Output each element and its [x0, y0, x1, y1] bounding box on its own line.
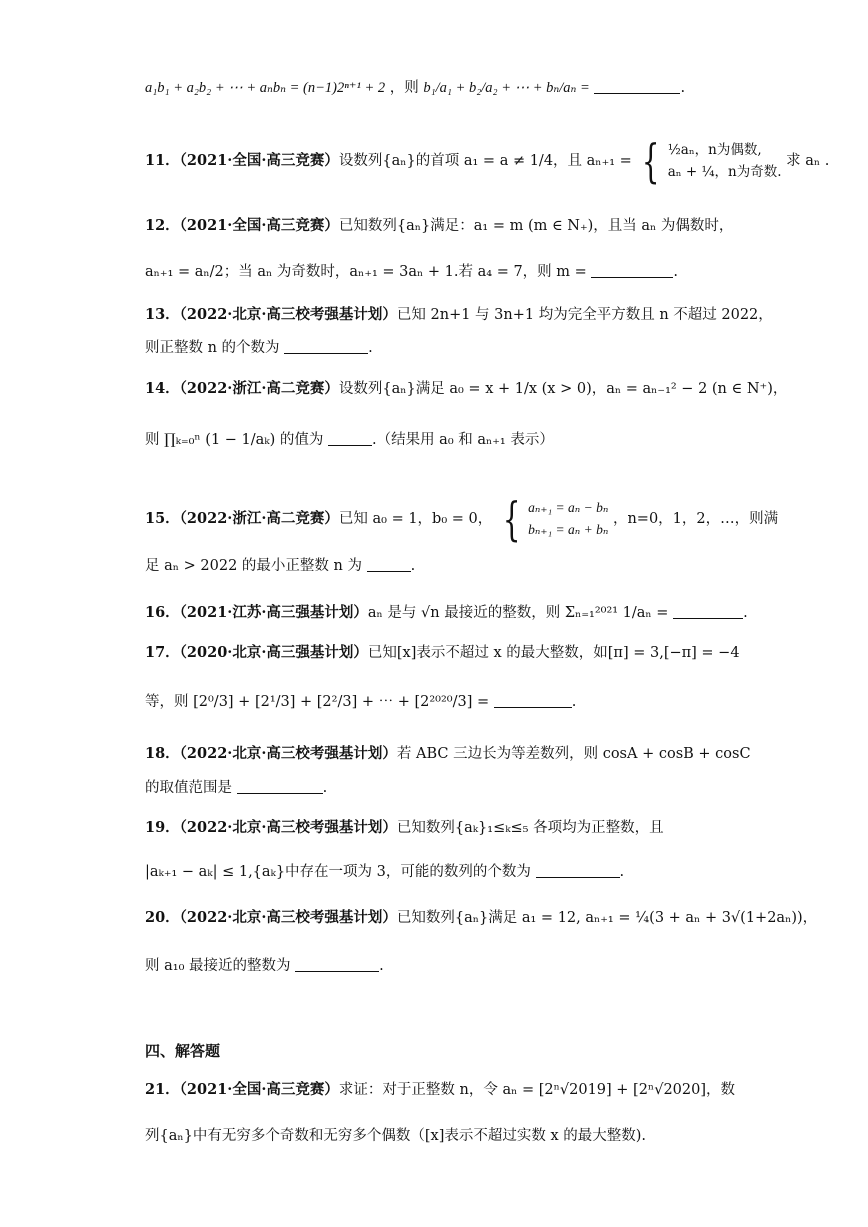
- q12-text1: 已知数列{aₙ}满足：a₁ = m (m ∈ N₊)，且当 aₙ 为偶数时，: [338, 218, 734, 234]
- question-19-line1: [145, 818, 728, 838]
- answer-blank[interactable]: [591, 263, 673, 278]
- answer-blank[interactable]: [536, 863, 620, 878]
- q17-text2: 等，则 [2⁰/3] + [2¹/3] + [2²/3] + ⋯ + [2²⁰²⁰/3] =: [145, 694, 490, 710]
- q15-row2: bₙ₊₁ = aₙ + bₙ: [528, 522, 609, 537]
- q20-source: 20．（2022·北京·高三校考强基计划）: [145, 909, 397, 926]
- question-17-line1: [145, 643, 740, 663]
- q20-text2: 则 a₁₀ 最接近的整数为: [145, 958, 291, 974]
- answer-blank[interactable]: [494, 693, 572, 708]
- q15-system: [497, 492, 609, 546]
- question-15-line2: [145, 556, 728, 576]
- q14-text2: 则 ∏ₖ₌₀ⁿ (1 − 1/aₖ) 的值为: [145, 432, 324, 448]
- answer-blank[interactable]: [673, 604, 743, 619]
- question-21-line2: [145, 1126, 728, 1146]
- q17-end: .: [571, 694, 577, 710]
- q11-case2: aₙ + ¼，n为奇数.: [667, 164, 782, 180]
- q18-text2: 的取值范围是: [145, 780, 232, 796]
- q15-text1: 已知 a₀ = 1，b₀ = 0，: [338, 511, 493, 527]
- q18-end: .: [322, 780, 328, 796]
- section-heading: 四、解答题: [145, 1042, 221, 1060]
- q12-text2: aₙ₊₁ = aₙ/2；当 aₙ 为奇数时，aₙ₊₁ = 3aₙ + 1.若 a₄ = 7，则 m =: [145, 264, 587, 280]
- q19-text2: |aₖ₊₁ − aₖ| ≤ 1,{aₖ}中存在一项为 3，可能的数列的个数为: [145, 864, 531, 880]
- q14-source: 14．（2022·浙江·高二竞赛）: [145, 380, 339, 397]
- q15-text3: 足 aₙ > 2022 的最小正整数 n 为: [145, 558, 362, 574]
- question-20-line2: [145, 956, 728, 976]
- question-18-line2: [145, 778, 728, 798]
- q13-text1: 已知 2n+1 与 3n+1 均为完全平方数且 n 不超过 2022，: [396, 307, 773, 323]
- question-19-line2: [145, 862, 728, 882]
- question-12-line2: [145, 262, 728, 282]
- q11-piecewise: [636, 134, 782, 188]
- q10-sep: ，则: [389, 80, 419, 96]
- answer-blank[interactable]: [594, 79, 680, 94]
- question-14-line1: [145, 379, 788, 399]
- q10-end: .: [680, 80, 686, 96]
- q12-source: 12．（2021·全国·高三竞赛）: [145, 217, 339, 234]
- q19-end: .: [619, 864, 625, 880]
- q14-text1: 设数列{aₙ}满足 a₀ = x + 1/x (x > 0)，aₙ = aₙ₋₁² − 2 (n ∈ N⁺)，: [338, 381, 788, 397]
- question-17-line2: [145, 692, 728, 712]
- q11-text2: 求 aₙ .: [786, 153, 830, 169]
- question-15-line1: [145, 492, 779, 546]
- question-18-line1: [145, 744, 751, 764]
- q15-end: .: [410, 558, 416, 574]
- answer-blank[interactable]: [328, 431, 372, 446]
- q16-end: .: [743, 605, 748, 621]
- answer-blank[interactable]: [284, 339, 368, 354]
- question-16: [145, 603, 748, 623]
- q15-row1: aₙ₊₁ = aₙ − bₙ: [528, 500, 609, 515]
- q13-end: .: [368, 340, 373, 356]
- q16-text1: aₙ 是与 √n 最接近的整数，则 Σₙ₌₁²⁰²¹ 1/aₙ =: [367, 605, 669, 621]
- question-14-line2: [145, 430, 728, 450]
- q19-source: 19．（2022·北京·高三校考强基计划）: [145, 819, 397, 836]
- question-20-line1: [145, 908, 818, 928]
- q13-text2: 则正整数 n 的个数为: [145, 340, 280, 356]
- q17-text1: 已知[x]表示不超过 x 的最大整数，如[π] = 3,[−π] = −4: [367, 645, 740, 661]
- question-12-line1: [145, 216, 734, 236]
- q12-end: .: [673, 264, 679, 280]
- q10-tail: [145, 78, 728, 98]
- q20-text1: 已知数列{aₙ}满足 a₁ = 12, aₙ₊₁ = ¼(3 + aₙ + 3√(1+2aₙ))，: [396, 910, 818, 926]
- q20-end: .: [379, 958, 384, 974]
- q19-text1: 已知数列{aₖ}₁≤ₖ≤₅ 各项均为正整数，且: [396, 820, 664, 836]
- q14-text3: .（结果用 a₀ 和 aₙ₊₁ 表示）: [371, 432, 554, 448]
- question-21-line1: [145, 1080, 736, 1100]
- q16-source: 16．（2021·江苏·高三强基计划）: [145, 604, 368, 621]
- answer-blank[interactable]: [295, 957, 379, 972]
- answer-blank[interactable]: [237, 779, 323, 794]
- q21-source: 21．（2021·全国·高三竞赛）: [145, 1081, 339, 1098]
- q11-case1: ½aₙ，n为偶数,: [667, 142, 762, 158]
- question-11: [145, 134, 830, 188]
- question-13-line1: [145, 305, 773, 325]
- q10-rhs: b₁/a₁ + b₂/a₂ + ⋯ + bₙ/aₙ =: [423, 80, 590, 96]
- q10-lhs: a₁b₁ + a₂b₂ + ⋯ + aₙbₙ = (n−1)2ⁿ⁺¹ + 2: [145, 80, 386, 96]
- q11-source: 11．（2021·全国·高三竞赛）: [145, 152, 339, 169]
- q15-text2: ，n=0，1，2，…，则满: [612, 511, 779, 527]
- q15-source: 15．（2022·浙江·高二竞赛）: [145, 510, 339, 527]
- q21-text1: 求证：对于正整数 n，令 aₙ = [2ⁿ√2019] + [2ⁿ√2020]，数: [338, 1082, 736, 1098]
- q18-source: 18．（2022·北京·高三校考强基计划）: [145, 745, 397, 762]
- left-brace-icon: {: [502, 492, 521, 546]
- q17-source: 17．（2020·北京·高三强基计划）: [145, 644, 368, 661]
- question-13-line2: [145, 338, 728, 358]
- q18-text1: 若 ABC 三边长为等差数列，则 cosA + cosB + cosC: [396, 746, 751, 762]
- answer-blank[interactable]: [367, 557, 411, 572]
- q13-source: 13．（2022·北京·高三校考强基计划）: [145, 306, 397, 323]
- q11-text1: 设数列{aₙ}的首项 a₁ = a ≠ 1/4，且 aₙ₊₁ =: [338, 153, 632, 169]
- q21-text2: 列{aₙ}中有无穷多个奇数和无穷多个偶数（[x]表示不超过实数 x 的最大整数).: [145, 1128, 647, 1144]
- left-brace-icon: {: [642, 134, 660, 188]
